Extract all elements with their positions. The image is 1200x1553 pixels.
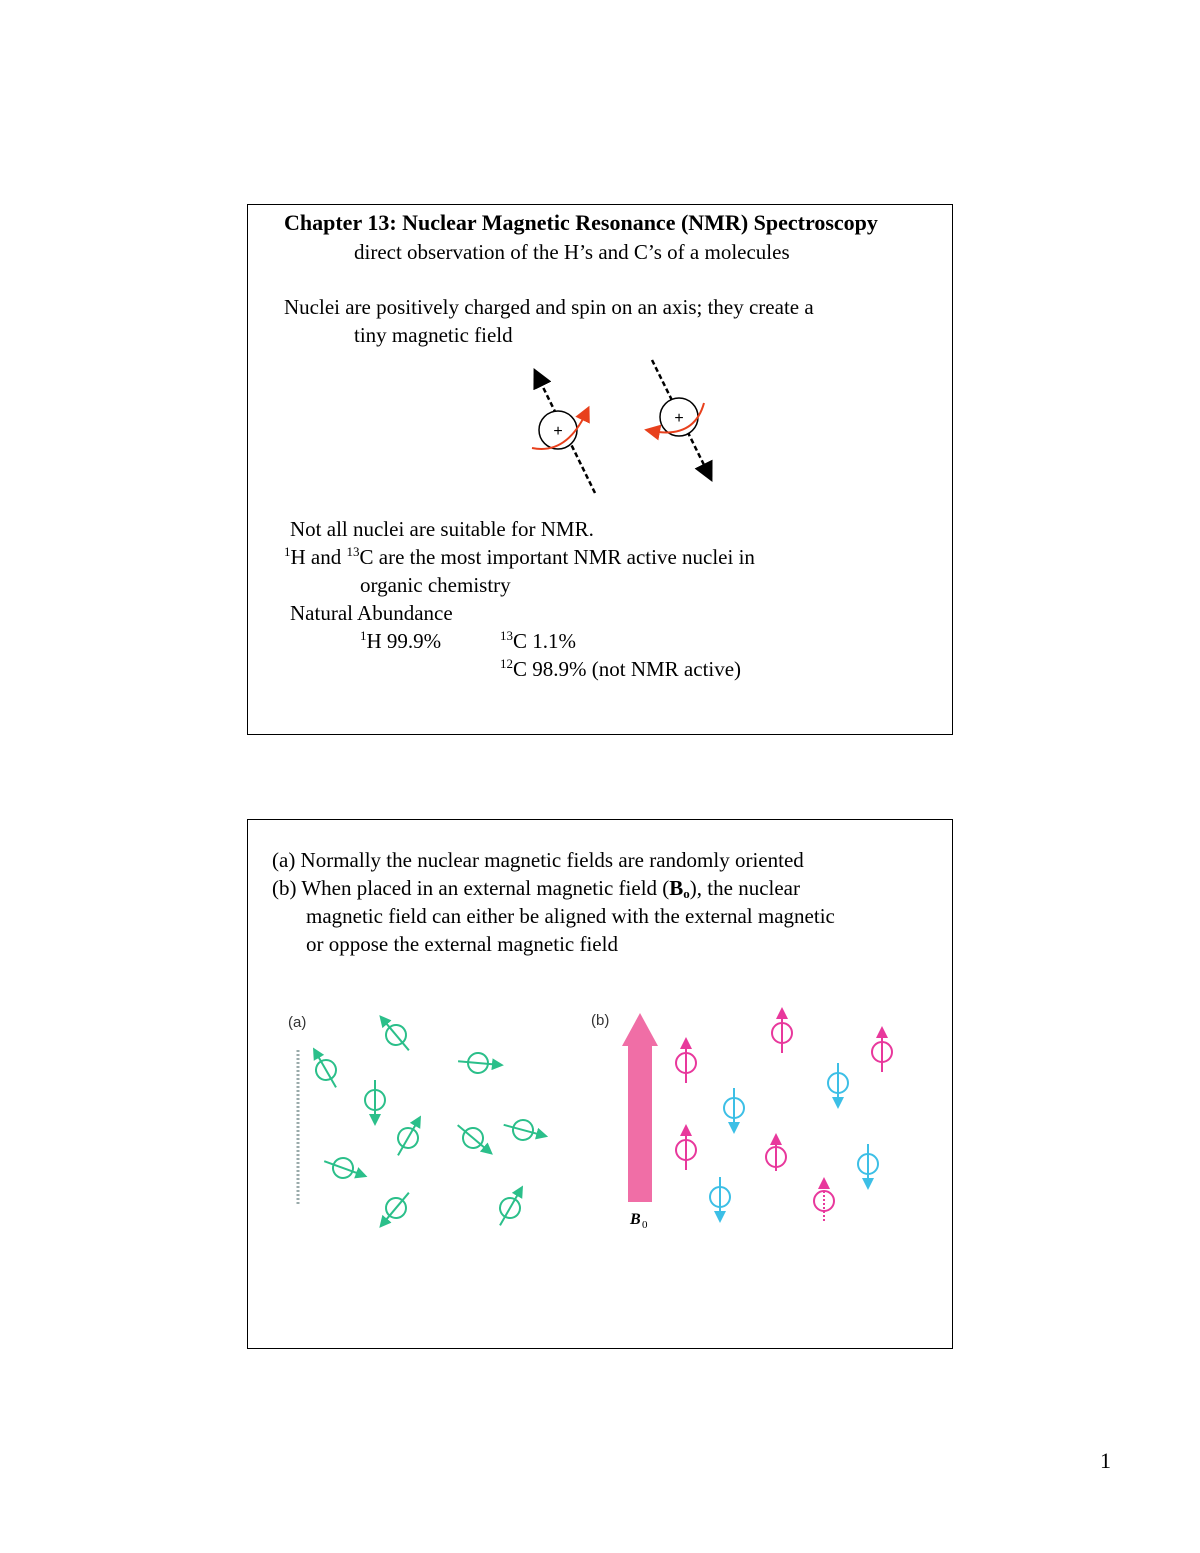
slide-1 — [247, 204, 953, 735]
organic-chemistry: organic chemistry — [360, 573, 511, 597]
slide-subtitle: direct observation of the H’s and C’s of a molecules — [354, 240, 790, 264]
external-field-text-3: or oppose the external magnetic field — [306, 932, 618, 956]
nuclei-line-2: tiny magnetic field — [354, 323, 513, 347]
nuclear-orientation-figure — [248, 820, 954, 1350]
page-number: 1 — [1100, 1448, 1111, 1473]
b0-label: B — [630, 1211, 641, 1228]
external-field-text-2: magnetic field can either be aligned with the external magnetic — [306, 904, 835, 928]
svg-text:0: 0 — [642, 1219, 648, 1231]
svg-text:+: + — [553, 423, 563, 440]
external-field-arrow — [622, 1013, 658, 1231]
figure-label-b: (b) — [591, 1012, 610, 1029]
external-field-text: (b) When placed in an external magnetic field $(B_o)$, the nuclear — [272, 876, 800, 901]
random-nuclei-group — [307, 1013, 545, 1230]
nuclei-line-1: Nuclei are positively charged and spin on an axis; they create a — [284, 295, 814, 319]
isotopes-line: $^1$H and $^{13}$C are the most important NMR active nuclei in — [284, 544, 755, 569]
natural-abundance-label: Natural Abundance — [290, 601, 453, 625]
not-all-nuclei: Not all nuclei are suitable for NMR. — [290, 517, 594, 541]
opposed-nuclei-group — [710, 1063, 878, 1217]
slide-2 — [247, 819, 953, 1349]
random-orientation-text: (a) Normally the nuclear magnetic fields are randomly oriented — [272, 848, 804, 872]
svg-text:+: + — [674, 410, 684, 427]
aligned-nuclei-group — [676, 1013, 892, 1221]
c13-abundance: $^{13}$C 1.1% — [500, 628, 576, 653]
slide-title: Chapter 13: Nuclear Magnetic Resonance (NMR) Spectroscopy — [284, 210, 878, 235]
c12-abundance: $^{12}$C 98.9% (not NMR active) — [500, 656, 742, 681]
figure-label-a: (a) — [288, 1014, 307, 1031]
nucleus-down-spin — [652, 360, 708, 473]
nucleus-up-spin — [532, 377, 595, 493]
h1-abundance: $^1$H 99.9% — [360, 628, 442, 653]
